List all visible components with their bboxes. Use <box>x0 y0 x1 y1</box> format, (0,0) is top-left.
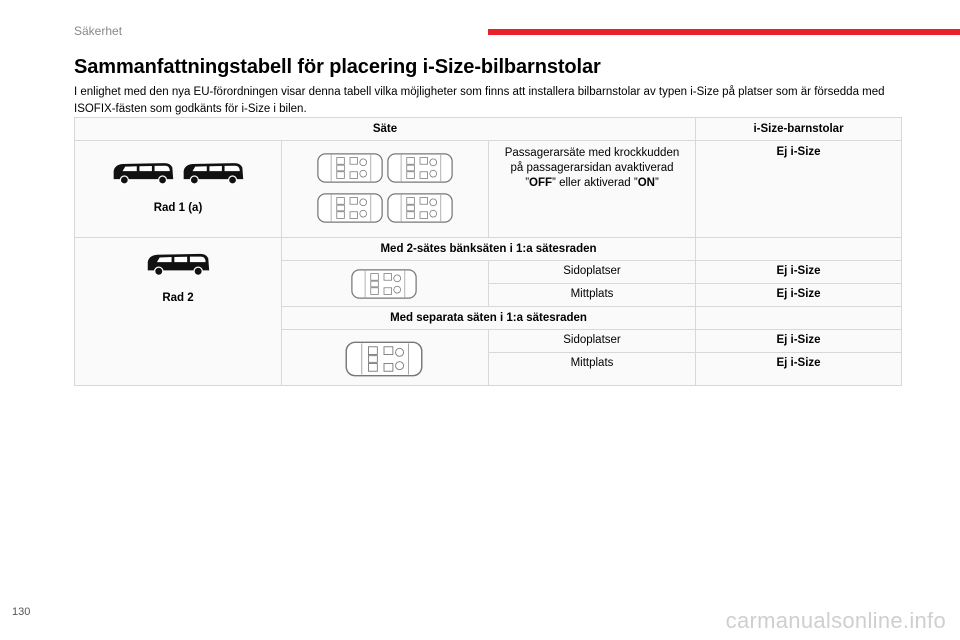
van-side-icon <box>145 250 211 276</box>
watermark: carmanualsonline.info <box>725 608 946 633</box>
van-side-icon <box>181 159 245 185</box>
group1-pos-1: Sidoplatser <box>488 260 696 284</box>
group1-pos-2: Mittplats <box>488 283 696 307</box>
row1-vehicles <box>74 140 282 238</box>
page-title: Sammanfattningstabell för placering i-Size-bilbarnstolar <box>74 56 601 78</box>
row1-description: Passagerarsäte med krockkudden på passagerarsidan avaktiverad ”OFF” eller aktiverad ”ON” <box>488 140 696 238</box>
seat-plan-icon <box>386 190 454 226</box>
seat-plan-icon <box>316 150 384 186</box>
group2-plan-cell <box>281 329 489 386</box>
group1-title: Med 2-sätes bänksäten i 1:a sätesraden <box>281 237 696 261</box>
seat-plan-icon <box>316 190 384 226</box>
header-seat: Säte <box>74 117 696 141</box>
intro-text: I enlighet med den nya EU-förordningen visar denna tabell vilka möjligheter som finns att installera bilbarnstolar av typen i-Size på platser som är försedda med ISOFIX-fästen som godkänts för i-Size i bilen. <box>74 86 885 115</box>
row1-label: Rad 1 (a) <box>153 202 203 214</box>
row2-vehicle <box>74 237 282 386</box>
row2-label: Rad 2 <box>162 292 194 304</box>
group2-pos-2: Mittplats <box>488 352 696 386</box>
group1-plan-cell <box>281 260 489 307</box>
accent-bar <box>488 29 960 35</box>
group2-val-1: Ej i-Size <box>695 329 902 353</box>
group2-val-2: Ej i-Size <box>695 352 902 386</box>
group1-empty <box>695 237 902 261</box>
group2-empty <box>695 306 902 330</box>
seat-plan-icon <box>350 267 418 301</box>
row1-value: Ej i-Size <box>695 140 902 238</box>
section-label: Säkerhet <box>74 24 123 38</box>
group2-pos-1: Sidoplatser <box>488 329 696 353</box>
page-number: 130 <box>12 606 31 618</box>
isize-table <box>74 117 902 386</box>
seat-plan-icon <box>386 150 454 186</box>
van-side-icon <box>111 159 175 185</box>
group1-val-2: Ej i-Size <box>695 283 902 307</box>
seat-plan-icon <box>344 340 424 378</box>
row1-seat-plans <box>281 140 489 238</box>
header-isize: i-Size-barnstolar <box>695 117 902 141</box>
group1-val-1: Ej i-Size <box>695 260 902 284</box>
group2-title: Med separata säten i 1:a sätesraden <box>281 306 696 330</box>
